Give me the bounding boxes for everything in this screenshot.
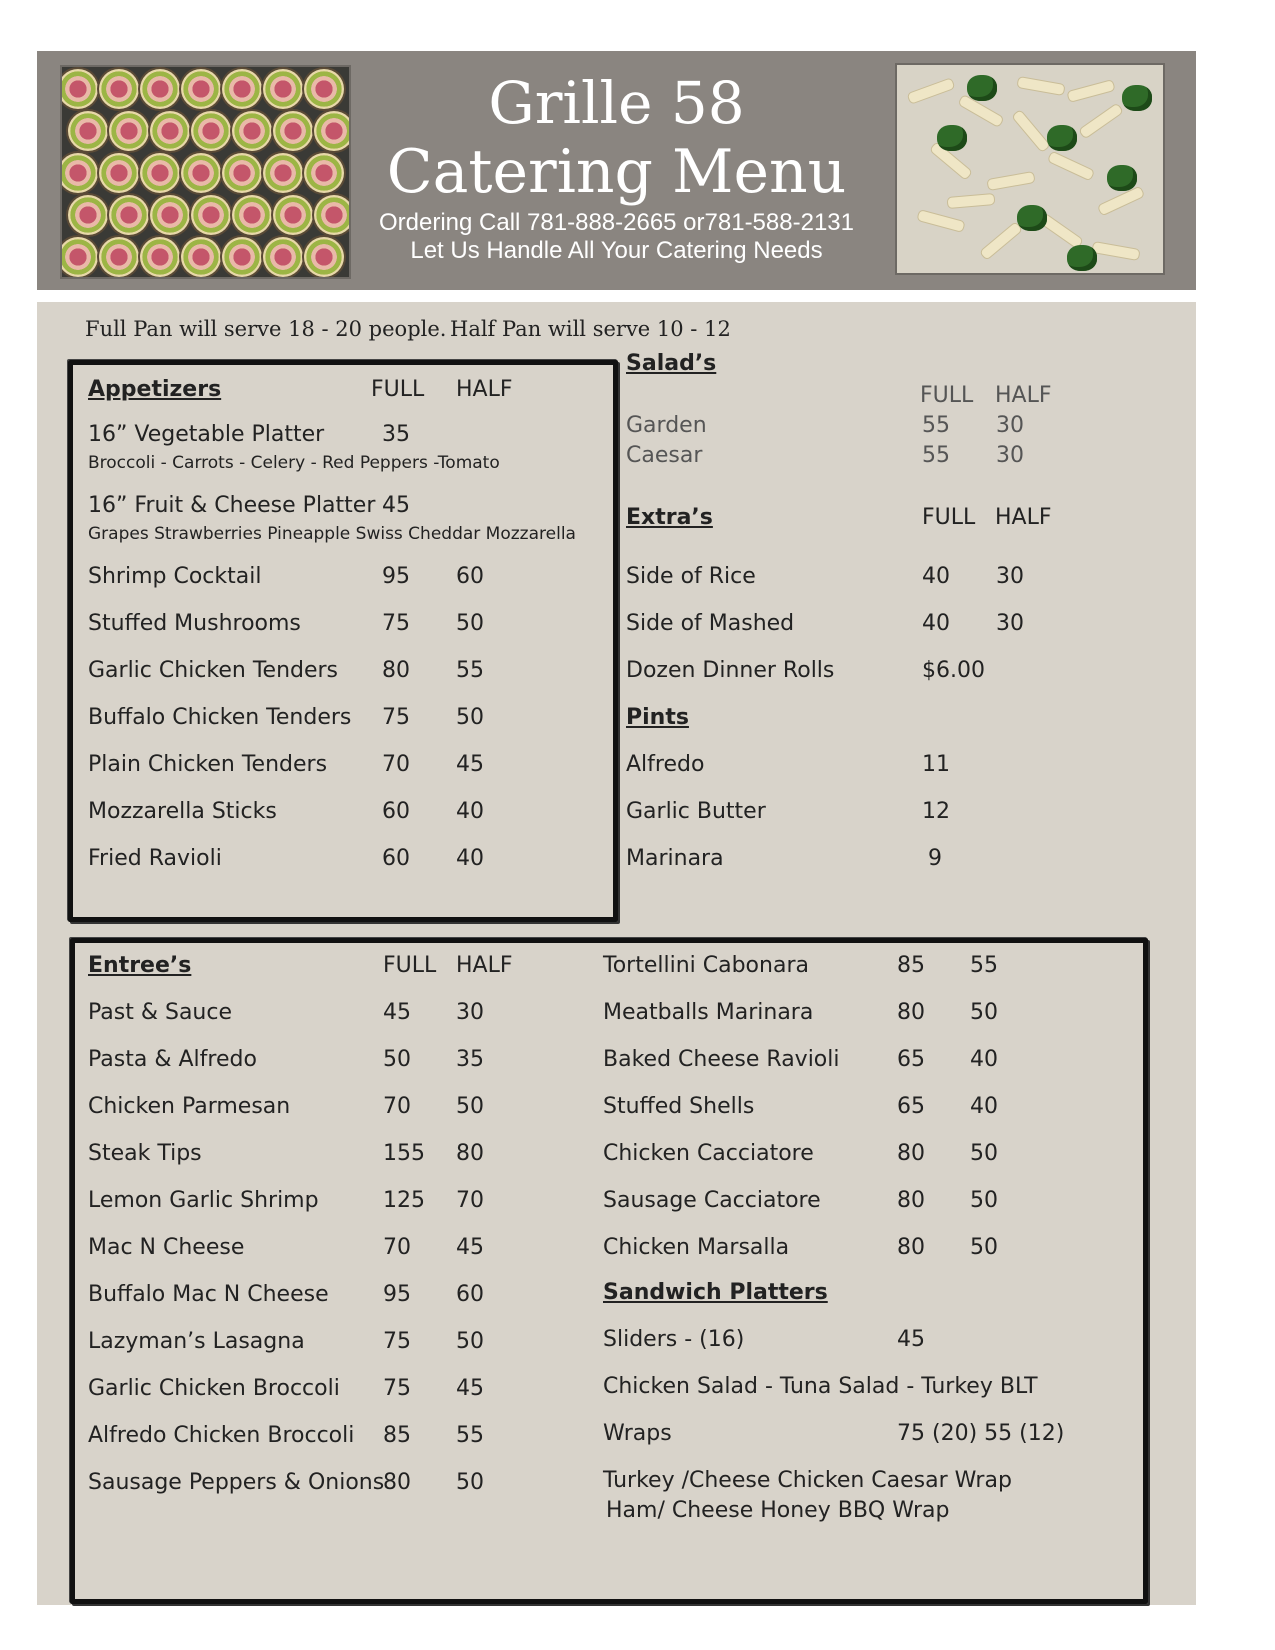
restaurant-name: Grille 58 (488, 69, 745, 137)
menu-item-half-price: 55 (456, 658, 484, 683)
menu-item-name: Chicken Parmesan (88, 1094, 291, 1119)
menu-item-name: Mac N Cheese (88, 1235, 245, 1260)
menu-item-name: Pasta & Alfredo (88, 1047, 257, 1072)
menu-item-half-price: 55 (970, 953, 998, 978)
menu-item-name: Chicken Cacciatore (603, 1141, 814, 1166)
menu-item-full-price: 60 (382, 846, 410, 871)
menu-item-half-price: 50 (456, 611, 484, 636)
menu-item-name: Lemon Garlic Shrimp (88, 1188, 319, 1213)
menu-item-half-price: 50 (456, 1094, 484, 1119)
extras-heading: Extra’s (626, 505, 713, 530)
wraps-options-line1: Turkey /Cheese Chicken Caesar Wrap (603, 1468, 1012, 1493)
menu-item-half-price: 50 (456, 705, 484, 730)
menu-item-full-price: 70 (383, 1235, 411, 1260)
menu-item-half-price: 40 (970, 1047, 998, 1072)
menu-item-full-price: 50 (383, 1047, 411, 1072)
menu-item-full-price: 75 (382, 705, 410, 730)
menu-item-half-price: 55 (456, 1423, 484, 1448)
menu-item-name: Garlic Butter (626, 799, 766, 824)
menu-item-name: Meatballs Marinara (603, 1000, 814, 1025)
menu-item-name: Sausage Peppers & Onions (88, 1470, 385, 1495)
full-pan-note: Full Pan will serve 18 - 20 people. (85, 317, 447, 341)
menu-item-name: Past & Sauce (88, 1000, 233, 1025)
menu-item-name: Lazyman’s Lasagna (88, 1329, 305, 1354)
salads-heading: Salad’s (626, 351, 717, 376)
menu-item-half-price: 40 (456, 799, 484, 824)
menu-item-half-price: 45 (456, 1376, 484, 1401)
menu-item-name: Alfredo (626, 752, 705, 777)
menu-item-full-price: 65 (897, 1047, 925, 1072)
menu-item-full-price: 55 (922, 413, 950, 438)
menu-item-half-price: 60 (456, 1282, 484, 1307)
menu-item-full-price: 45 (383, 1000, 411, 1025)
menu-title: Catering Menu (386, 137, 847, 207)
menu-item-half-price: 50 (456, 1470, 484, 1495)
menu-item-half-price: 30 (996, 611, 1024, 636)
menu-item-full-price: 95 (383, 1282, 411, 1307)
menu-item-full-price: 95 (382, 564, 410, 589)
sandwich-salads-line: Chicken Salad - Tuna Salad - Turkey BLT (603, 1374, 1038, 1399)
entrees-heading: Entree’s (88, 953, 192, 978)
appetizers-half-header: HALF (456, 377, 513, 402)
menu-item-name: Alfredo Chicken Broccoli (88, 1423, 355, 1448)
salads-half-header: HALF (995, 383, 1052, 408)
menu-item-name: Stuffed Shells (603, 1094, 755, 1119)
menu-item-name: Dozen Dinner Rolls (626, 658, 835, 683)
sliders-name: Sliders - (16) (603, 1327, 745, 1352)
menu-item-price: 11 (922, 752, 950, 777)
menu-item-name: Mozzarella Sticks (88, 799, 277, 824)
menu-item-name: Buffalo Chicken Tenders (88, 705, 352, 730)
menu-item-full-price: 45 (382, 493, 410, 518)
menu-item-description: Grapes Strawberries Pineapple Swiss Cheddar Mozzarella (88, 524, 576, 544)
menu-item-name: Garden (626, 413, 707, 438)
menu-item-name: Fried Ravioli (88, 846, 222, 871)
menu-item-full-price: 80 (383, 1470, 411, 1495)
menu-item-name: Buffalo Mac N Cheese (88, 1282, 329, 1307)
menu-item-name: Shrimp Cocktail (88, 564, 262, 589)
menu-item-full-price: 80 (897, 1141, 925, 1166)
menu-item-price: 12 (922, 799, 950, 824)
pints-heading: Pints (626, 705, 689, 730)
sliders-price: 45 (897, 1327, 925, 1352)
menu-item-description: Broccoli - Carrots - Celery - Red Peppers -Tomato (88, 453, 500, 473)
menu-item-half-price: 50 (970, 1235, 998, 1260)
menu-item-full-price: 155 (383, 1141, 425, 1166)
menu-item-full-price: 80 (897, 1000, 925, 1025)
menu-item-name: Chicken Marsalla (603, 1235, 790, 1260)
menu-item-name: Side of Mashed (626, 611, 795, 636)
wraps-name: Wraps (603, 1421, 672, 1446)
menu-item-full-price: 40 (922, 564, 950, 589)
menu-item-full-price: 85 (897, 953, 925, 978)
menu-item-name: Baked Cheese Ravioli (603, 1047, 840, 1072)
menu-item-name: Tortellini Cabonara (603, 953, 809, 978)
menu-item-half-price: 80 (456, 1141, 484, 1166)
appetizers-heading: Appetizers (88, 377, 222, 402)
menu-item-half-price: 30 (996, 443, 1024, 468)
ordering-phone: Ordering Call 781-888-2665 or781-588-2131 (379, 209, 854, 236)
menu-item-full-price: $6.00 (922, 658, 985, 683)
wraps-options-line2: Ham/ Cheese Honey BBQ Wrap (606, 1498, 950, 1523)
menu-item-name: Plain Chicken Tenders (88, 752, 328, 777)
menu-item-full-price: 55 (922, 443, 950, 468)
menu-item-half-price: 40 (970, 1094, 998, 1119)
menu-item-half-price: 30 (996, 564, 1024, 589)
menu-item-half-price: 70 (456, 1188, 484, 1213)
menu-item-name: Garlic Chicken Broccoli (88, 1376, 340, 1401)
appetizers-full-header: FULL (371, 377, 425, 402)
salads-full-header: FULL (920, 383, 974, 408)
menu-item-name: Marinara (626, 846, 724, 871)
sandwich-heading: Sandwich Platters (603, 1280, 828, 1305)
menu-item-name: Steak Tips (88, 1141, 202, 1166)
menu-item-half-price: 60 (456, 564, 484, 589)
menu-item-name: Garlic Chicken Tenders (88, 658, 339, 683)
wraps-price: 75 (20) 55 (12) (897, 1421, 1065, 1446)
menu-item-full-price: 80 (897, 1188, 925, 1213)
tagline: Let Us Handle All Your Catering Needs (410, 237, 823, 264)
menu-item-full-price: 60 (382, 799, 410, 824)
menu-item-half-price: 40 (456, 846, 484, 871)
menu-item-name: Caesar (626, 443, 703, 468)
menu-item-half-price: 50 (970, 1141, 998, 1166)
menu-item-full-price: 75 (383, 1376, 411, 1401)
menu-item-full-price: 75 (382, 611, 410, 636)
menu-item-half-price: 50 (970, 1188, 998, 1213)
menu-item-name: Sausage Cacciatore (603, 1188, 821, 1213)
menu-item-name: Stuffed Mushrooms (88, 611, 301, 636)
menu-item-full-price: 65 (897, 1094, 925, 1119)
menu-item-half-price: 30 (456, 1000, 484, 1025)
menu-item-half-price: 45 (456, 752, 484, 777)
menu-item-price: 9 (928, 846, 942, 871)
menu-item-name: 16” Fruit & Cheese Platter (88, 493, 376, 518)
menu-item-half-price: 50 (456, 1329, 484, 1354)
entrees-half-header: HALF (456, 953, 513, 978)
menu-item-full-price: 80 (382, 658, 410, 683)
menu-item-full-price: 35 (382, 422, 410, 447)
menu-item-full-price: 80 (897, 1235, 925, 1260)
menu-item-full-price: 70 (382, 752, 410, 777)
menu-item-name: Side of Rice (626, 564, 756, 589)
entrees-full-header: FULL (383, 953, 437, 978)
menu-item-full-price: 85 (383, 1423, 411, 1448)
half-pan-note: Half Pan will serve 10 - 12 (450, 317, 731, 341)
menu-item-full-price: 40 (922, 611, 950, 636)
menu-item-half-price: 30 (996, 413, 1024, 438)
menu-item-full-price: 70 (383, 1094, 411, 1119)
menu-item-full-price: 75 (383, 1329, 411, 1354)
extras-half-header: HALF (995, 505, 1052, 530)
menu-item-name: 16” Vegetable Platter (88, 422, 325, 447)
menu-item-half-price: 35 (456, 1047, 484, 1072)
menu-item-full-price: 125 (383, 1188, 425, 1213)
header-banner (37, 51, 1196, 290)
menu-item-half-price: 45 (456, 1235, 484, 1260)
extras-full-header: FULL (922, 505, 976, 530)
menu-item-half-price: 50 (970, 1000, 998, 1025)
